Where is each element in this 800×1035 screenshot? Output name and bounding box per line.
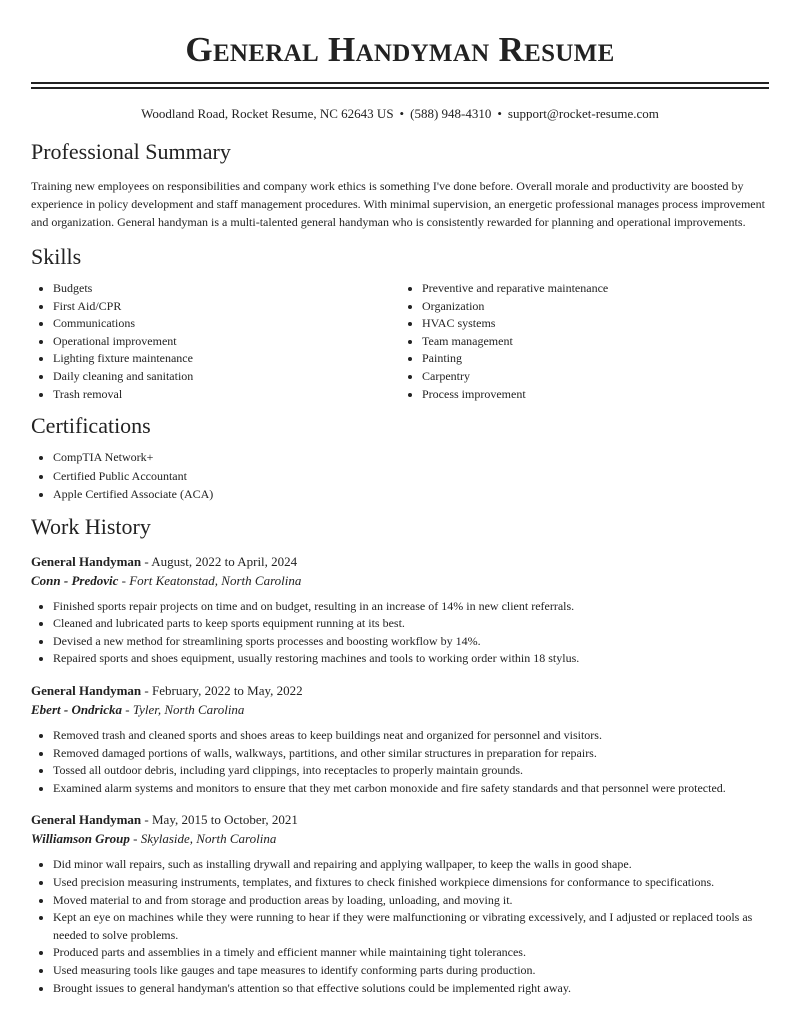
job-bullet: • Repaired sports and shoes equipment, usually restoring machines and tools to working order within 18 stylus. [53, 650, 769, 668]
job-bullet: • Moved material to and from storage and production areas by loading, unloading, and moving it. [53, 892, 769, 910]
certifications-heading: Certifications [31, 413, 151, 439]
skills-columns [31, 280, 769, 403]
job-dates: - February, 2022 to May, 2022 [144, 683, 303, 699]
job-company-line [31, 829, 769, 848]
resume-page [31, 0, 769, 997]
job-bullet: • Kept an eye on machines while they were running to hear if they were malfunctioning or vibrating excessively, and I adjusted or replaced tools as needed to solve problems. [53, 909, 769, 944]
skills-list-left [31, 280, 400, 403]
job-title-line [31, 681, 769, 700]
header-divider-top [31, 82, 769, 84]
skill-item: • Process improvement [422, 386, 769, 404]
job-entry [31, 810, 769, 997]
work-history-heading: Work History [31, 513, 151, 539]
job-entry [31, 552, 769, 668]
job-bullets [31, 598, 769, 668]
skill-item: • Carpentry [422, 368, 769, 386]
certifications-list [31, 448, 769, 504]
contact-separator: • [497, 106, 502, 121]
job-company: Ebert - Ondricka [31, 702, 122, 718]
job-bullet: • Brought issues to general handyman's attention so that effective solutions could be implemented right away. [53, 980, 769, 998]
certification-item: • CompTIA Network+ [53, 448, 769, 467]
job-bullet: • Cleaned and lubricated parts to keep sports equipment running at its best. [53, 615, 769, 633]
job-bullet: • Examined alarm systems and monitors to ensure that they met carbon monoxide and fire safety standards and that personnel were protected. [53, 780, 769, 798]
job-title-line [31, 552, 769, 571]
job-location: - Fort Keatonstad, North Carolina [121, 572, 302, 588]
job-bullet: • Used precision measuring instruments, templates, and fixtures to check finished workpiece dimensions for conformance to specifications. [53, 874, 769, 892]
skills-heading: Skills [31, 244, 82, 269]
contact-address: Woodland Road, Rocket Resume, NC 62643 US [141, 106, 394, 121]
contact-line [31, 105, 769, 123]
skills-list-right [400, 280, 769, 403]
resume-title: General Handyman Resume [185, 30, 615, 69]
job-company: Conn - Predovic [31, 572, 119, 588]
skill-item: • Budgets [53, 280, 400, 298]
job-bullet: • Removed trash and cleaned sports and shoes areas to keep buildings neat and organized for personnel and visitors. [53, 727, 769, 745]
job-bullet: • Removed damaged portions of walls, walkways, partitions, and other similar structures in preparation for repairs. [53, 745, 769, 763]
contact-email: support@rocket-resume.com [507, 106, 659, 121]
job-location: - Skylaside, North Carolina [133, 831, 277, 847]
job-bullet: • Devised a new method for streamlining sports processes and boosting workflow by 14%. [53, 633, 769, 651]
certification-item: • Apple Certified Associate (ACA) [53, 485, 769, 504]
summary-text: Training new employees on responsibilities and company work ethics is something I've done before. Overall morale and productivity are boosted by experience in policy development and staff management procedures. With minimal supervision, an energetic professional manages process improvement and organization. General handyman is a multi-talented general handyman who is consistently rewarded for planning and operational improvements. [31, 179, 765, 229]
job-company: Williamson Group [31, 831, 130, 847]
contact-phone: (588) 948-4310 [410, 106, 492, 121]
skill-item: • Communications [53, 315, 400, 333]
job-bullet: • Tossed all outdoor debris, including yard clippings, into receptacles to properly maintain grounds. [53, 762, 769, 780]
skill-item: • First Aid/CPR [53, 298, 400, 316]
skill-item: • Team management [422, 333, 769, 351]
job-bullets [31, 856, 769, 997]
skill-item: • Painting [422, 350, 769, 368]
job-bullet: • Did minor wall repairs, such as installing drywall and repairing and applying wallpaper, to keep the walls in good shape. [53, 856, 769, 874]
job-title-line [31, 810, 769, 829]
job-dates: - August, 2022 to April, 2024 [144, 553, 298, 569]
job-bullet: • Produced parts and assemblies in a timely and efficient manner while maintaining tight tolerances. [53, 944, 769, 962]
skill-item: • HVAC systems [422, 315, 769, 333]
job-company-line [31, 571, 769, 590]
job-title: General Handyman [31, 812, 142, 828]
job-company-line [31, 700, 769, 719]
header-divider-bottom [31, 87, 769, 89]
job-title: General Handyman [31, 553, 142, 569]
job-entry [31, 681, 769, 797]
skill-item: • Organization [422, 298, 769, 316]
skill-item: • Daily cleaning and sanitation [53, 368, 400, 386]
skill-item: • Trash removal [53, 386, 400, 404]
skill-item: • Preventive and reparative maintenance [422, 280, 769, 298]
summary-heading: Professional Summary [31, 139, 231, 164]
job-bullet: • Finished sports repair projects on time and on budget, resulting in an increase of 14% in new client referrals. [53, 598, 769, 616]
skill-item: • Lighting fixture maintenance [53, 350, 400, 368]
job-bullets [31, 727, 769, 797]
job-title: General Handyman [31, 683, 142, 699]
job-dates: - May, 2015 to October, 2021 [144, 812, 298, 828]
contact-separator: • [399, 106, 405, 121]
job-bullet: • Used measuring tools like gauges and tape measures to identify conforming parts during production. [53, 962, 769, 980]
certification-item: • Certified Public Accountant [53, 467, 769, 486]
job-location: - Tyler, North Carolina [125, 702, 245, 718]
skill-item: • Operational improvement [53, 333, 400, 351]
